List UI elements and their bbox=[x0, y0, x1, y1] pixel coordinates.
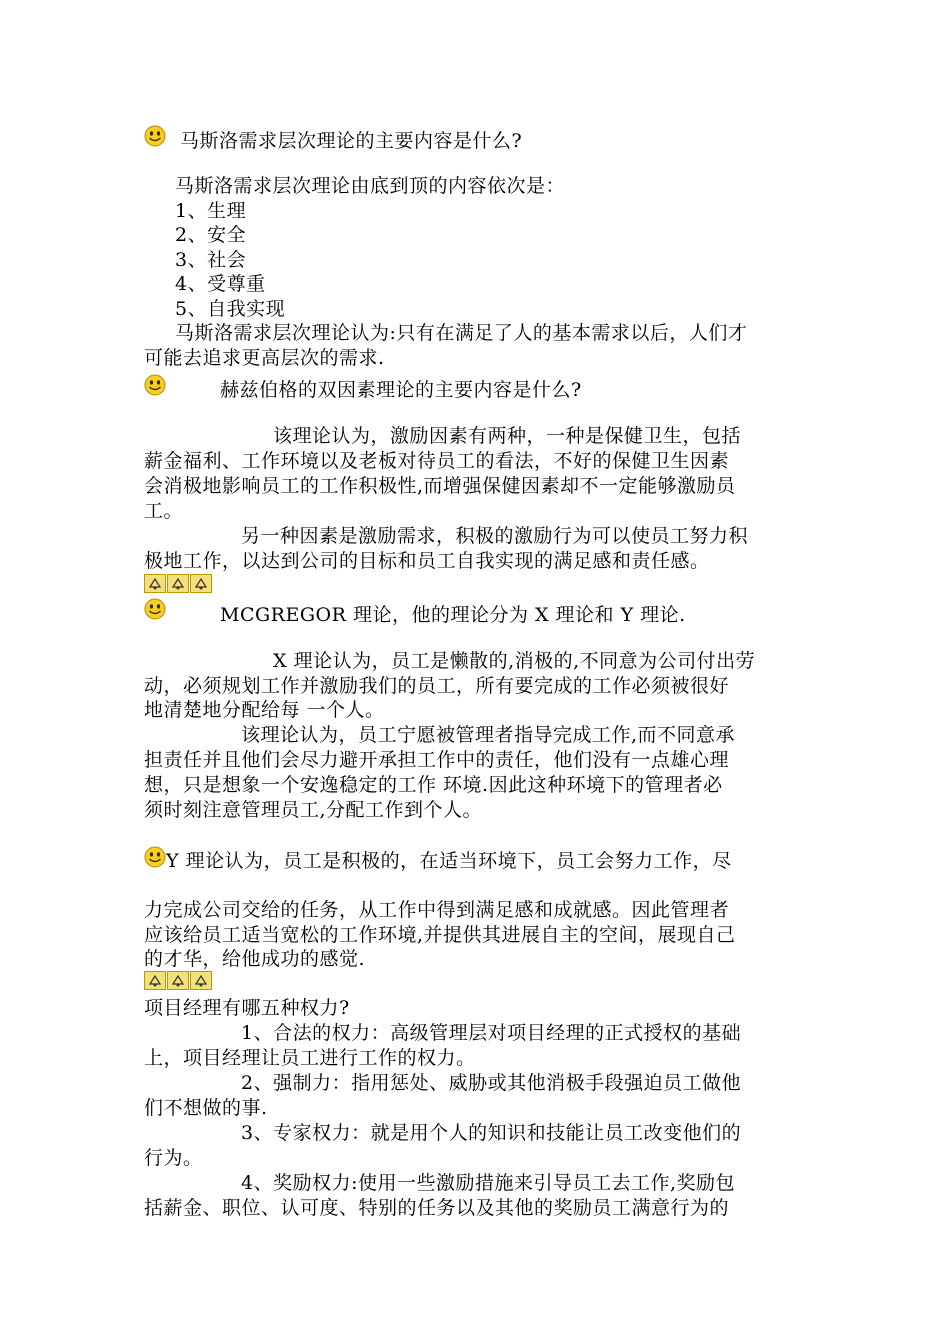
maslow-conclusion: 可能去追求更高层次的需求. bbox=[144, 347, 385, 369]
paragraph-line: 会消极地影响员工的工作积极性,而增强保健因素却不一定能够激励员 bbox=[144, 475, 736, 497]
maslow-conclusion: 马斯洛需求层次理论认为:只有在满足了人的基本需求以后，人们才 bbox=[175, 322, 748, 344]
divider-ornament-icon bbox=[144, 574, 213, 592]
paragraph-line: 动，必须规划工作并激励我们的员工，所有要完成的工作必须被很好 bbox=[144, 675, 730, 697]
paragraph-line: 应该给员工适当宽松的工作环境,并提供其进展自主的空间，展现自己 bbox=[144, 924, 736, 946]
paragraph-line: 2、强制力：指用惩处、威胁或其他消极手段强迫员工做他 bbox=[241, 1072, 742, 1094]
paragraph-line: 力完成公司交给的任务，从工作中得到满足感和成就感。因此管理者 bbox=[144, 899, 730, 921]
list-item: 1、生理 bbox=[175, 200, 247, 222]
paragraph-line: 该理论认为，员工宁愿被管理者指导完成工作,而不同意承 bbox=[241, 724, 736, 746]
smiley-face-icon bbox=[144, 846, 166, 868]
smiley-face-icon bbox=[144, 374, 166, 396]
herzberg-heading: 赫兹伯格的双因素理论的主要内容是什么? bbox=[220, 379, 582, 401]
paragraph-line: 1、合法的权力：高级管理层对项目经理的正式授权的基础 bbox=[241, 1022, 742, 1044]
paragraph-line: 们不想做的事. bbox=[144, 1097, 268, 1119]
list-item: 4、受尊重 bbox=[175, 273, 266, 295]
maslow-heading: 马斯洛需求层次理论的主要内容是什么? bbox=[180, 130, 523, 152]
power-heading: 项目经理有哪五种权力? bbox=[144, 997, 350, 1019]
paragraph-line: 极地工作，以达到公司的目标和员工自我实现的满足感和责任感。 bbox=[144, 550, 710, 572]
paragraph-line: 工。 bbox=[144, 500, 184, 522]
paragraph-line: 上，项目经理让员工进行工作的权力。 bbox=[144, 1047, 476, 1069]
smiley-face-icon bbox=[144, 125, 166, 147]
paragraph-line: 的才华，给他成功的感觉. bbox=[144, 948, 366, 970]
paragraph-line: 4、奖励权力:使用一些激励措施来引导员工去工作,奖励包 bbox=[241, 1172, 736, 1194]
paragraph-line: 该理论认为，激励因素有两种，一种是保健卫生，包括 bbox=[273, 425, 742, 447]
paragraph-line: 须时刻注意管理员工,分配工作到个人。 bbox=[144, 799, 483, 821]
paragraph-line: 3、专家权力：就是用个人的知识和技能让员工改变他们的 bbox=[241, 1122, 742, 1144]
smiley-face-icon bbox=[144, 598, 166, 620]
paragraph-line: 薪金福利、工作环境以及老板对待员工的看法，不好的保健卫生因素 bbox=[144, 450, 730, 472]
paragraph-line: 想，只是想象一个安逸稳定的工作 环境.因此这种环境下的管理者必 bbox=[144, 774, 723, 796]
divider-ornament-icon bbox=[144, 971, 213, 989]
maslow-intro: 马斯洛需求层次理论由底到顶的内容依次是： bbox=[175, 175, 566, 197]
list-item: 5、自我实现 bbox=[175, 298, 286, 320]
list-item: 3、社会 bbox=[175, 249, 247, 271]
paragraph-line: 担责任并且他们会尽力避开承担工作中的责任，他们没有一点雄心理 bbox=[144, 749, 730, 771]
paragraph-line: 括薪金、职位、认可度、特别的任务以及其他的奖励员工满意行为的 bbox=[144, 1197, 730, 1219]
paragraph-line: 地清楚地分配给每 一个人。 bbox=[144, 699, 385, 721]
paragraph-line: 行为。 bbox=[144, 1147, 203, 1169]
mcgregor-heading: MCGREGOR 理论，他的理论分为 X 理论和 Y 理论. bbox=[220, 604, 686, 626]
paragraph-line: 另一种因素是激励需求，积极的激励行为可以使员工努力积 bbox=[241, 525, 749, 547]
paragraph-line: X 理论认为，员工是懒散的,消极的,不同意为公司付出劳 bbox=[273, 650, 756, 672]
list-item: 2、安全 bbox=[175, 224, 247, 246]
paragraph-line: Y 理论认为，员工是积极的，在适当环境下，员工会努力工作，尽 bbox=[166, 850, 732, 872]
